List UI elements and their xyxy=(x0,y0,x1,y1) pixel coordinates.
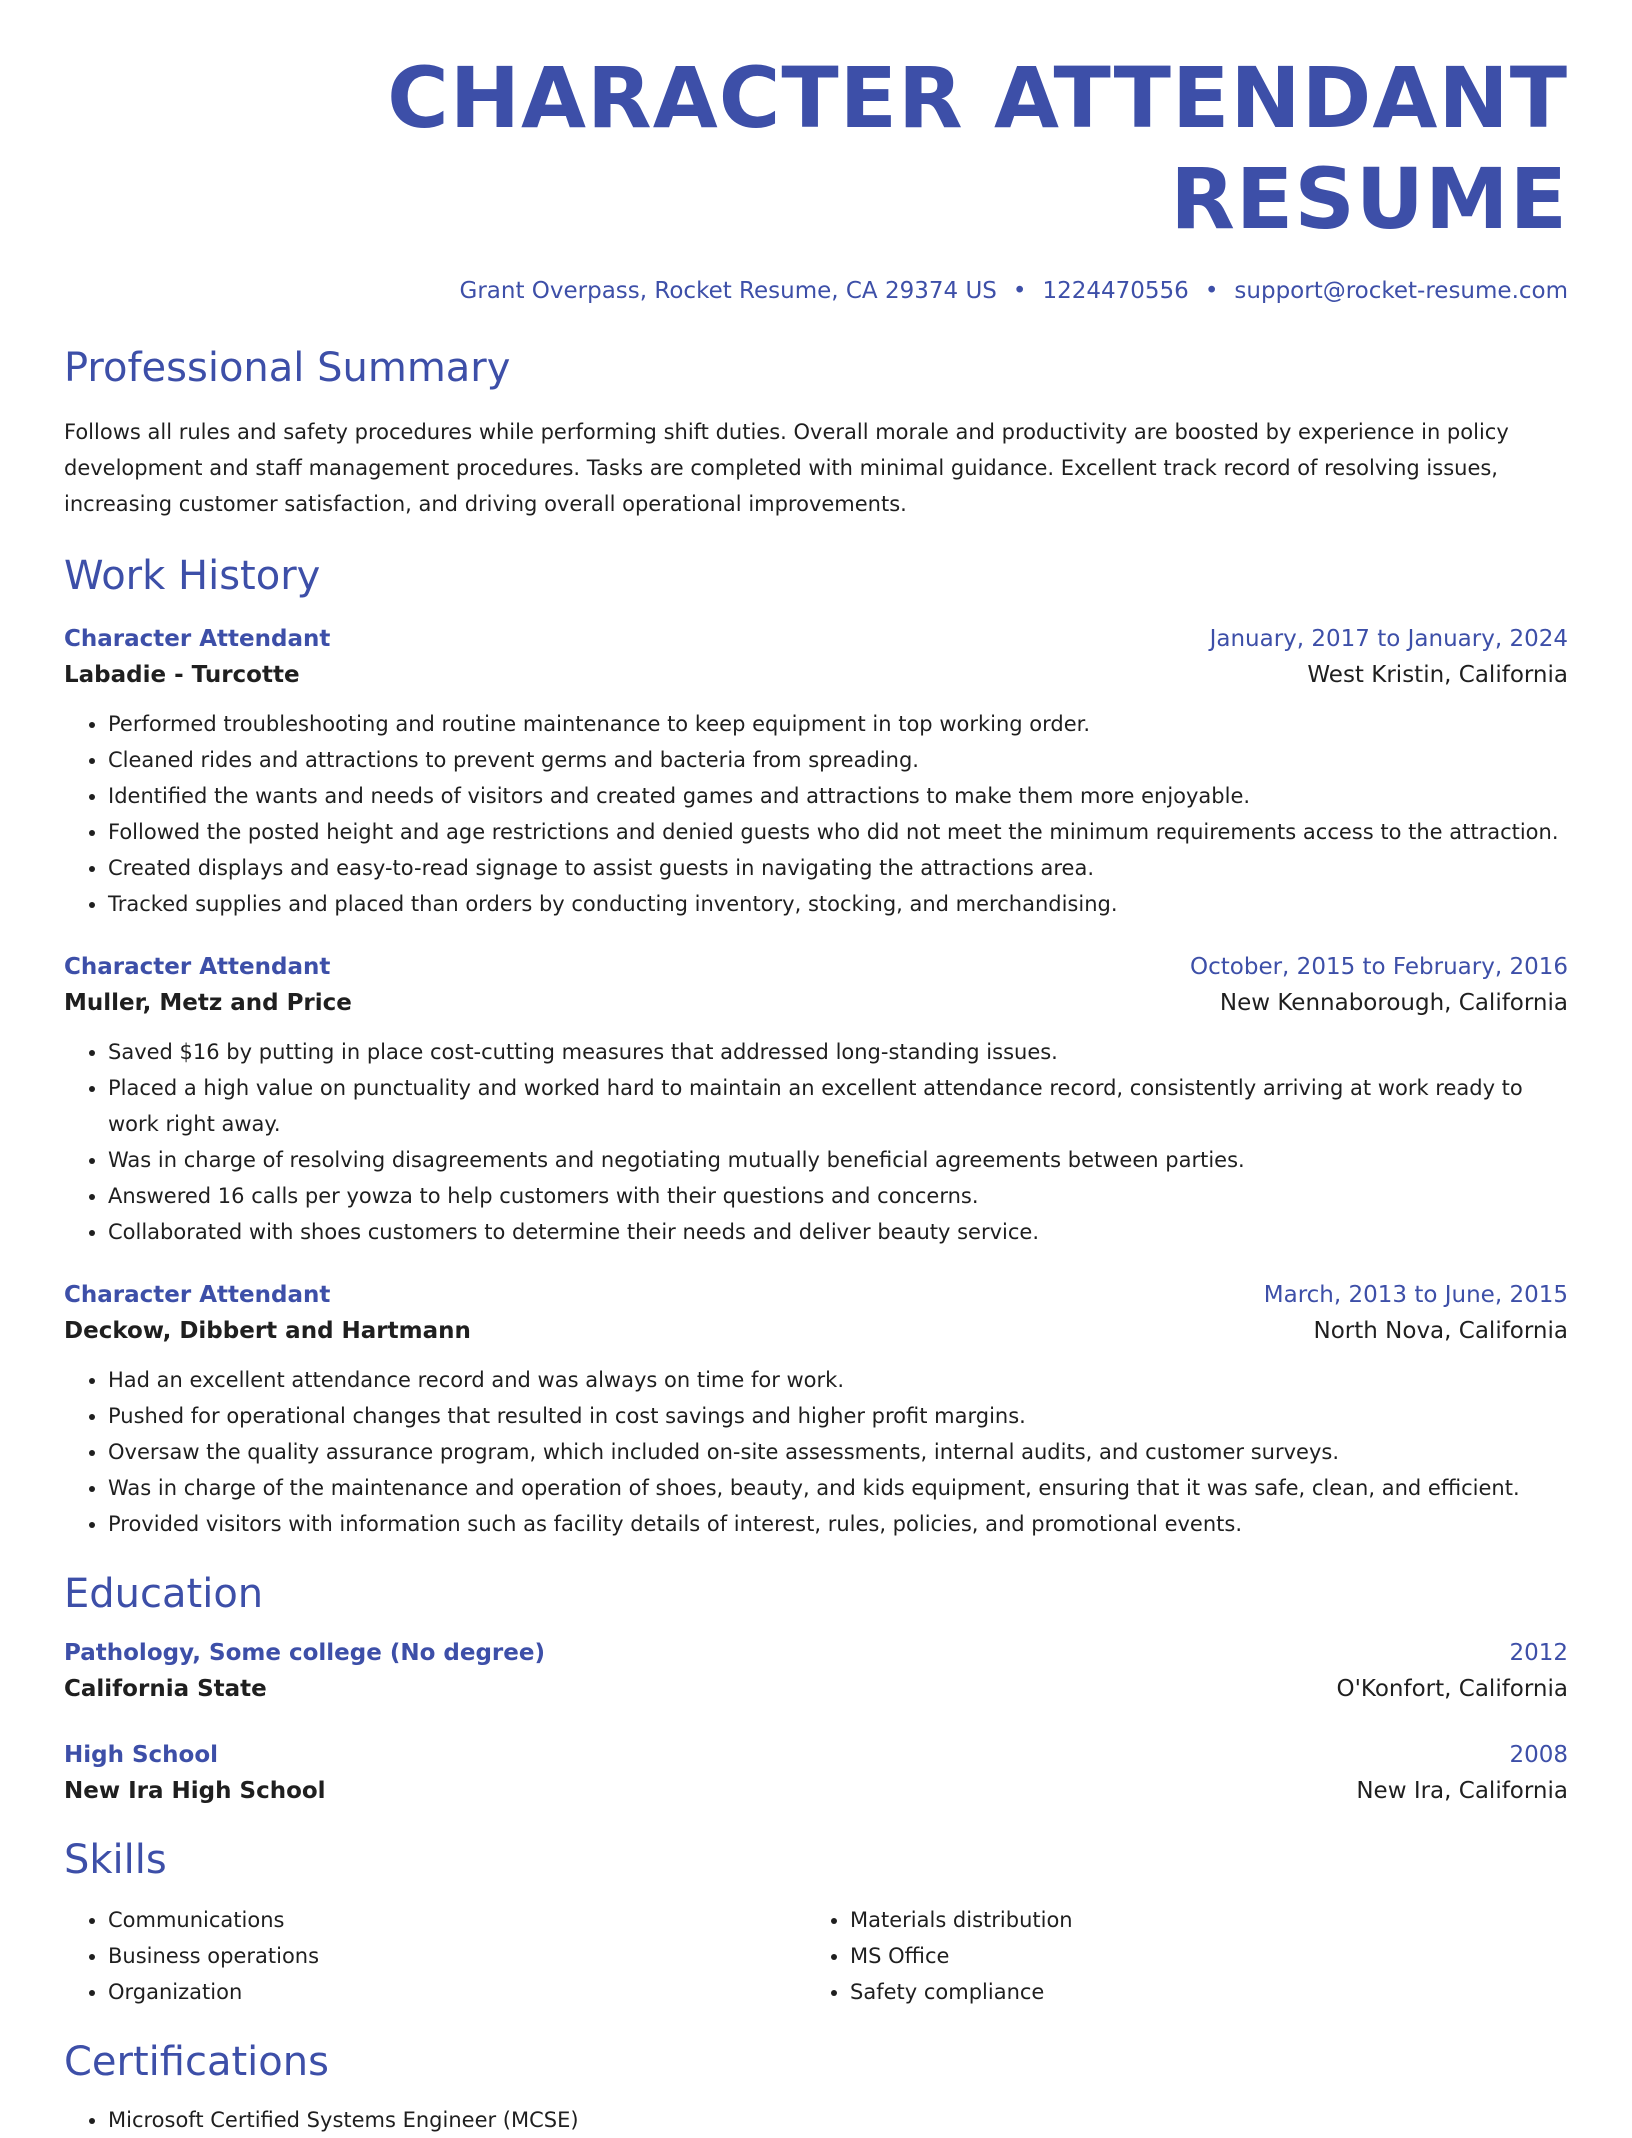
job-dates: October, 2015 to February, 2016 xyxy=(1190,953,1568,980)
job-bullet: • Oversaw the quality assurance program, which included on-site assessments, internal audits, and customer surveys. xyxy=(108,1434,1568,1470)
job-bullet: • Saved $16 by putting in place cost-cutting measures that addressed long-standing issues. xyxy=(108,1034,1568,1070)
job-bullet-list xyxy=(64,1362,1568,1542)
job-dates: March, 2013 to June, 2015 xyxy=(1263,1281,1568,1308)
skills-list-left xyxy=(64,1902,806,2010)
job-bullet: • Had an excellent attendance record and was always on time for work. xyxy=(108,1362,1568,1398)
contact-line xyxy=(64,278,1568,304)
job-bullet: • Was in charge of resolving disagreements and negotiating mutually beneficial agreements between parties. xyxy=(108,1142,1568,1178)
summary-text: Follows all rules and safety procedures while performing shift duties. Overall morale and productivity are boosted by experience in policy development and staff management procedures. Tasks are completed with minimal guidance. Excellent track record of resolving issues, increasing customer satisfaction, and driving overall operational improvements. xyxy=(64,419,1509,516)
contact-address: Grant Overpass, Rocket Resume, CA 29374 US xyxy=(459,277,997,304)
job-bullet: • Performed troubleshooting and routine maintenance to keep equipment in top working order. xyxy=(108,706,1568,742)
skill-item: • MS Office xyxy=(850,1938,1548,1974)
job-location: North Nova, California xyxy=(1313,1317,1568,1344)
education-entry xyxy=(64,1742,1568,1804)
job-bullet: • Collaborated with shoes customers to determine their needs and deliver beauty service. xyxy=(108,1214,1568,1250)
education-year: 2012 xyxy=(1509,1639,1568,1666)
skills-grid xyxy=(64,1902,1568,2010)
job-bullet: • Answered 16 calls per yowza to help customers with their questions and concerns. xyxy=(108,1178,1568,1214)
skill-item: • Safety compliance xyxy=(850,1974,1548,2010)
job-company: Labadie - Turcotte xyxy=(64,661,300,688)
job-bullet: • Tracked supplies and placed than orders by conducting inventory, stocking, and merchandising. xyxy=(108,886,1568,922)
skills-list-right xyxy=(806,1902,1548,2010)
certification-item: • Microsoft Certified Systems Engineer (MCSE) xyxy=(108,2102,1568,2138)
contact-separator: • xyxy=(1012,277,1027,304)
job-bullet: • Placed a high value on punctuality and worked hard to maintain an excellent attendance record, consistently arriving at work ready to work right away. xyxy=(108,1070,1568,1142)
skill-item: • Communications xyxy=(108,1902,806,1938)
job-bullet: • Created displays and easy-to-read signage to assist guests in navigating the attractions area. xyxy=(108,850,1568,886)
job-bullet-list xyxy=(64,706,1568,922)
job-location: West Kristin, California xyxy=(1307,661,1568,688)
skill-item: • Business operations xyxy=(108,1938,806,1974)
contact-separator: • xyxy=(1204,277,1219,304)
education-year: 2008 xyxy=(1509,1741,1568,1768)
summary-heading: Professional Summary xyxy=(64,344,511,391)
education-entry xyxy=(64,1640,1568,1702)
education-location: O'Konfort, California xyxy=(1336,1675,1568,1702)
job-bullet: • Cleaned rides and attractions to prevent germs and bacteria from spreading. xyxy=(108,742,1568,778)
job-title: Character Attendant xyxy=(64,625,331,652)
job-entry xyxy=(64,626,1568,922)
education-degree: High School xyxy=(64,1741,219,1768)
job-location: New Kennaborough, California xyxy=(1219,989,1568,1016)
job-dates: January, 2017 to January, 2024 xyxy=(1209,625,1568,652)
job-company: Muller, Metz and Price xyxy=(64,989,352,1016)
job-entry xyxy=(64,1282,1568,1542)
contact-phone: 1224470556 xyxy=(1042,277,1189,304)
job-bullet: • Was in charge of the maintenance and operation of shoes, beauty, and kids equipment, ensuring that it was safe, clean, and efficient. xyxy=(108,1470,1568,1506)
skill-item: • Organization xyxy=(108,1974,806,2010)
job-bullet: • Provided visitors with information such as facility details of interest, rules, policies, and promotional events. xyxy=(108,1506,1568,1542)
certifications-heading: Certifications xyxy=(64,2038,329,2085)
skills-heading: Skills xyxy=(64,1836,167,1883)
job-title: Character Attendant xyxy=(64,953,331,980)
job-company: Deckow, Dibbert and Hartmann xyxy=(64,1317,471,1344)
job-bullet: • Pushed for operational changes that resulted in cost savings and higher profit margins. xyxy=(108,1398,1568,1434)
certifications-list xyxy=(64,2102,1568,2138)
resume-title: CHARACTER ATTENDANT RESUME xyxy=(387,49,1568,248)
work-history-heading: Work History xyxy=(64,552,321,599)
job-entry xyxy=(64,954,1568,1250)
education-school: New Ira High School xyxy=(64,1777,326,1804)
contact-email: support@rocket-resume.com xyxy=(1234,277,1568,304)
education-location: New Ira, California xyxy=(1356,1777,1568,1804)
job-bullet: • Identified the wants and needs of visitors and created games and attractions to make them more enjoyable. xyxy=(108,778,1568,814)
education-degree: Pathology, Some college (No degree) xyxy=(64,1639,545,1666)
job-bullet-list xyxy=(64,1034,1568,1250)
education-school: California State xyxy=(64,1675,267,1702)
education-heading: Education xyxy=(64,1570,264,1617)
job-title: Character Attendant xyxy=(64,1281,331,1308)
job-bullet: • Followed the posted height and age restrictions and denied guests who did not meet the minimum requirements access to the attraction. xyxy=(108,814,1568,850)
skill-item: • Materials distribution xyxy=(850,1902,1548,1938)
